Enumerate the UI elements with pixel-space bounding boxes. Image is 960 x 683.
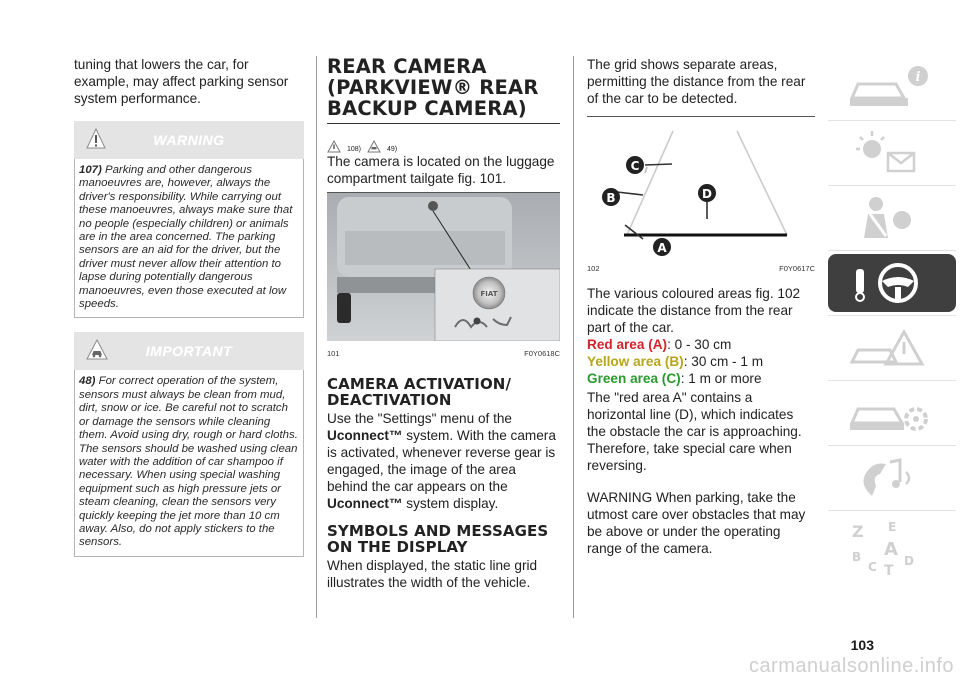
label-c-text: C (630, 159, 640, 173)
activation-heading: CAMERA ACTIVATION/ DEACTIVATION (327, 375, 512, 409)
label-b (602, 188, 620, 206)
important-box-header (74, 332, 304, 370)
yellow-area-label: Yellow area (B) (587, 354, 684, 369)
intro-text: tuning that lowers the car, for example, may affect parking sensor system performance. (74, 57, 289, 106)
tailgate-camera-photo (327, 193, 560, 341)
green-area-value: : 1 m or more (680, 371, 762, 386)
multimedia-icon (842, 452, 942, 504)
figure-code: F0Y0617C (779, 264, 815, 273)
sidebar-item-multimedia[interactable] (828, 446, 956, 511)
grid-description: The grid shows separate areas, permitting the distance from the rear of the car to be detected. (587, 57, 806, 106)
figure-102 (587, 117, 815, 273)
figure-number: 102 (587, 264, 600, 273)
sidebar-item-maintenance[interactable] (828, 381, 956, 446)
section-heading: REAR CAMERA (PARKVIEW® REAR BACKUP CAMERA) (327, 55, 539, 120)
figure-101 (327, 192, 560, 358)
red-area-value: : 0 - 30 cm (667, 337, 732, 352)
warning-triangle-icon (327, 140, 341, 153)
reference-icons (327, 129, 560, 153)
green-area-line (587, 370, 815, 387)
important-number: 48) (79, 375, 96, 388)
sidebar-item-car-info[interactable] (828, 56, 956, 121)
svg-text:D: D (904, 554, 914, 568)
svg-text:T: T (884, 563, 894, 577)
camera-location-text: The camera is located on the luggage compartment tailgate fig. 101. (327, 154, 555, 186)
ref-warning: 108) (347, 146, 362, 153)
sidebar-item-warning-lights[interactable] (828, 121, 956, 186)
column-divider (573, 56, 574, 618)
yellow-area-line (587, 353, 815, 370)
svg-text:i: i (915, 70, 921, 85)
column-left (74, 56, 304, 557)
warning-box-body (74, 159, 304, 318)
column-middle (327, 56, 560, 591)
yellow-area-value: : 30 cm - 1 m (683, 354, 764, 369)
activation-text-part: system display. (402, 496, 499, 511)
ref-important: 49) (387, 146, 398, 153)
svg-text:A: A (884, 539, 898, 560)
steering-key-icon (842, 257, 942, 309)
coloured-areas-text: The various coloured areas fig. 102 indicate the distance from the rear part of the car. (587, 286, 801, 335)
sidebar-item-safety[interactable] (828, 186, 956, 251)
fiat-logo: FIAT (480, 290, 498, 298)
green-area-label: Green area (C) (587, 371, 681, 386)
label-b-text: B (606, 191, 616, 205)
figure-code: F0Y0618C (524, 349, 560, 358)
brand-name: Uconnect™ (327, 428, 403, 443)
activation-text (327, 410, 560, 512)
warning-title: WARNING (153, 132, 225, 148)
figure-102-caption (587, 264, 815, 273)
red-area-label: Red area (A) (587, 337, 668, 352)
important-box-body (74, 370, 304, 556)
label-a (653, 238, 671, 256)
red-area-detail: The "red area A" contains a horizontal line (D), which indicates the obstacle the car is approaching. Therefore, take special care when reversing. (587, 390, 802, 473)
symbols-text: When displayed, the static line grid illustrates the width of the vehicle. (327, 558, 538, 590)
label-d (698, 184, 716, 202)
symbols-heading: SYMBOLS AND MESSAGES ON THE DISPLAY (327, 522, 549, 556)
index-icon (842, 517, 942, 577)
svg-text:B: B (852, 550, 862, 564)
maintenance-icon (842, 387, 942, 439)
label-c (626, 156, 644, 174)
page-number: 103 (850, 637, 874, 653)
watermark: carmanualsonline.info (748, 655, 954, 677)
sidebar-item-index[interactable] (828, 511, 956, 575)
column-right (587, 56, 815, 557)
brand-name: Uconnect™ (327, 496, 403, 511)
warning-text: Parking and other dangerous manoeuvres are, however, always the driver's responsibility. While carrying out these manoeuvres, always make sure that no people (especially children) or animals are in the area concerned. The parking sensors are an aid for the driver, but the driver must never allow their attention to lapse during potentially dangerous manoeuvres, even those executed at low speeds. (79, 164, 293, 311)
activation-text-part: system. With the camera is activated, whenever reverse gear is engaged, the image of the area behind the car appears on the (327, 428, 556, 494)
warning-lights-icon (842, 127, 942, 179)
safety-icon (842, 192, 942, 244)
column-divider (316, 56, 317, 618)
figure-number: 101 (327, 349, 340, 358)
chapter-sidebar (828, 56, 956, 575)
activation-text-part: Use the "Settings" menu of the (327, 411, 512, 426)
heading-rule (327, 123, 560, 124)
figure-101-caption (327, 349, 560, 358)
svg-text:Z: Z (852, 522, 864, 541)
svg-text:E: E (888, 520, 897, 534)
warning-box-header (74, 121, 304, 159)
label-d-text: D (702, 187, 712, 201)
parking-grid-diagram (587, 117, 815, 259)
car-damage-icon (367, 140, 381, 153)
warning-number: 107) (79, 164, 102, 176)
important-text: For correct operation of the system, sensors must always be clean from mud, dirt, snow or ice. Be careful not to scratch or damage the sensors while cleaning them. Avoid using dry, rough or hard cloths. The sensors should be washed using clean water with the addition of car shampoo if necessary. When using special washing equipment such as high pressure jets or steam cleaning, clean the sensors very quickly keeping the jet more than 10 cm away. Also, do not apply stickers to the sensors. (79, 375, 298, 549)
camera-warning-text: WARNING When parking, take the utmost care over obstacles that may be above or under the operating range of the camera. (587, 490, 806, 556)
car-info-icon (842, 62, 942, 114)
emergency-icon (842, 322, 942, 374)
label-a-text: A (657, 241, 667, 255)
sidebar-item-emergency[interactable] (828, 316, 956, 381)
svg-text:C: C (868, 560, 877, 574)
important-title: IMPORTANT (145, 343, 233, 360)
sidebar-item-steering[interactable] (828, 251, 956, 316)
red-area-line (587, 336, 815, 353)
